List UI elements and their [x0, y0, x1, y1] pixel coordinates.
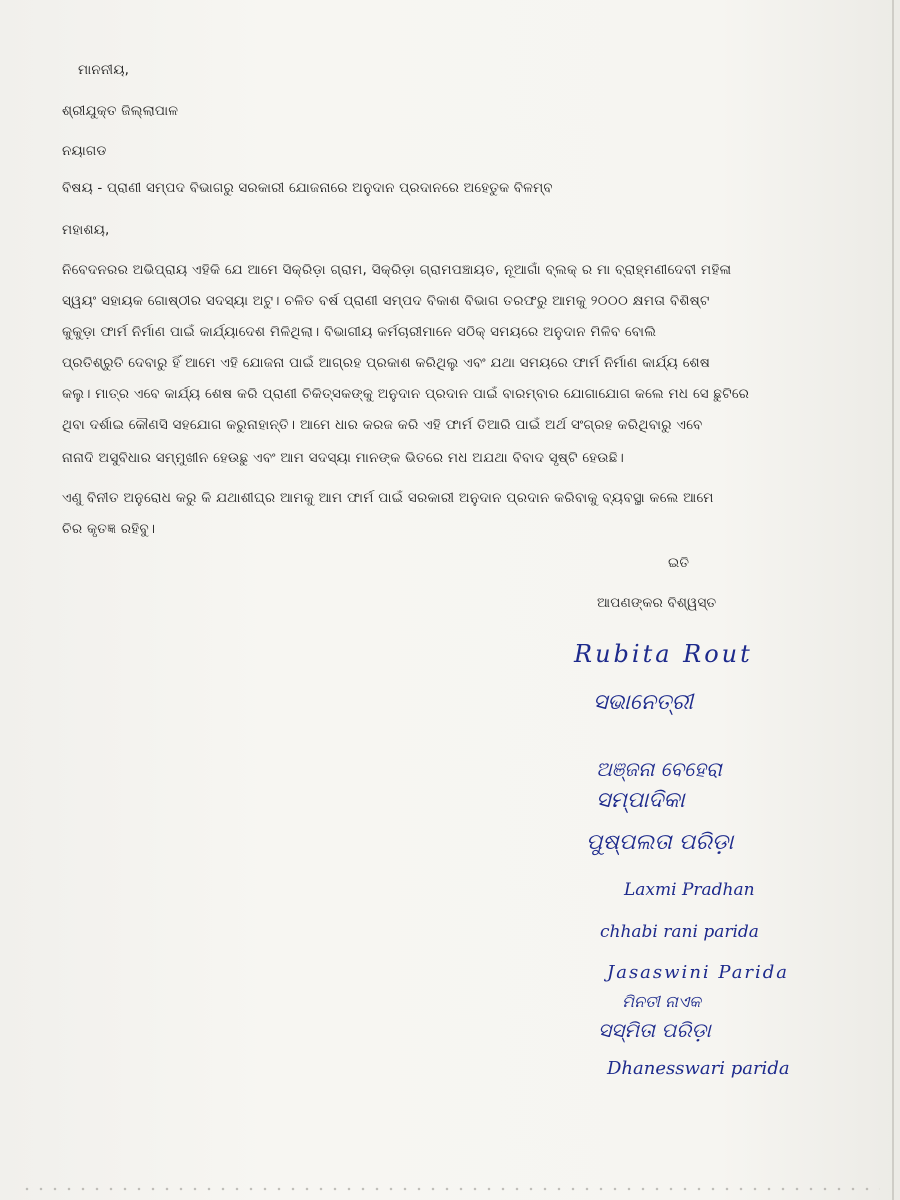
paragraph-line: ସ୍ୱୟଂ ସହାୟକ ଗୋଷ୍ଠୀର ସଦସ୍ୟା ଅଟୁ। ଚଳିତ ବର୍ଷ ପ୍ରାଣୀ ସମ୍ପଦ ବିକାଶ ବିଭାଗ ତରଫରୁ ଆମକୁ ୨୦୦୦ କ୍ଷମତା ବିଶିଷ୍ଟ [62, 293, 710, 309]
closing-yours-faithfully: ଆପଣଙ୍କର ବିଶ୍ୱସ୍ତ [597, 595, 717, 611]
paragraph-line: କୁକୁଡ଼ା ଫାର୍ମ ନିର୍ମାଣ ପାଇଁ କାର୍ଯ୍ୟାଦେଶ ମିଳିଥିଲା। ବିଭାଗୀୟ କର୍ମଚାରୀମାନେ ସଠିକ୍ ସମୟରେ ଅନୁଦାନ ମିଳିବ ବୋଲି [62, 324, 657, 340]
paragraph-line: ଥିବା ଦର୍ଶାଇ କୌଣସି ସହଯୋଗ କରୁନାହାନ୍ତି। ଆମେ ଧାର କରଜ କରି ଏହି ଫାର୍ମ ତିଆରି ପାଇଁ ଅର୍ଥ ସଂଗ୍ରହ କରିଥିବାରୁ ଏବେ [62, 417, 703, 433]
signature: ସମ୍ପାଦିକା [596, 788, 685, 813]
signature: Rubita Rout [574, 640, 753, 668]
addressee: ଶ୍ରୀଯୁକ୍ତ ଜିଲ୍ଲାପାଳ [62, 103, 179, 119]
signature: Jasaswini Parida [607, 962, 790, 983]
paragraph-line: ନାନାଦି ଅସୁବିଧାର ସମ୍ମୁଖୀନ ହେଉଛୁ ଏବଂ ଆମ ସଦସ୍ୟା ମାନଙ୍କ ଭିତରେ ମଧ ଅଯଥା ବିବାଦ ସୃଷ୍ଟି ହେଉଛି। [62, 450, 625, 466]
paper-edge [892, 0, 894, 1200]
salutation: ମାନନୀୟ, [78, 62, 130, 78]
perforation-dots [20, 1186, 880, 1192]
paragraph-line: ନିବେଦନରର ଅଭିପ୍ରାୟ ଏହିକି ଯେ ଆମେ ସିକ୍ରିଡ଼ା ଗ୍ରାମ, ସିକ୍ରିଡ଼ା ଗ୍ରାମପଞ୍ଚାୟତ, ନୂଆଗାଁ ବ୍ଲକ୍ ର ମା ବ୍ରାହ୍ମଣୀଦେବୀ ମହିଳା [62, 262, 732, 278]
paragraph-line: ଚିର କୃତଜ୍ଞ ରହିବୁ। [62, 521, 156, 537]
greeting: ମହାଶୟ, [62, 222, 110, 238]
paragraph-line: କଲୁ। ମାତ୍ର ଏବେ କାର୍ଯ୍ୟ ଶେଷ କରି ପ୍ରାଣୀ ଚିକିତ୍ସକଙ୍କୁ ଅନୁଦାନ ପ୍ରଦାନ ପାଇଁ ବାରମ୍ବାର ଯୋଗାଯୋଗ କଲେ ମଧ ସେ ଛୁଟିରେ [62, 386, 750, 402]
signature: ମିନତୀ ନାଏକ [622, 992, 701, 1011]
place: ନୟାଗଡ [62, 143, 107, 159]
subject-line: ବିଷୟ - ପ୍ରାଣୀ ସମ୍ପଦ ବିଭାଗରୁ ସରକାରୀ ଯୋଜନାରେ ଅନୁଦାନ ପ୍ରଦାନରେ ଅହେତୁକ ବିଳମ୍ବ [62, 180, 553, 196]
paragraph-line: ଏଣୁ ବିନୀତ ଅନୁରୋଧ କରୁ କି ଯଥାଶୀଘ୍ର ଆମକୁ ଆମ ଫାର୍ମ ପାଇଁ ସରକାରୀ ଅନୁଦାନ ପ୍ରଦାନ କରିବାକୁ ବ୍ୟବସ୍ଥା କଲେ ଆମେ [62, 490, 714, 506]
signature: ଅଞ୍ଜନା ବେହେରା [596, 757, 722, 781]
paragraph-line: ପ୍ରତିଶ୍ରୁତି ଦେବାରୁ ହିଁ ଆମେ ଏହି ଯୋଜନା ପାଇଁ ଆଗ୍ରହ ପ୍ରକାଶ କରିଥିଲୁ ଏବଂ ଯଥା ସମୟରେ ଫାର୍ମ ନିର୍ମାଣ କାର୍ଯ୍ୟ ଶେଷ [62, 355, 711, 371]
signature: Laxmi Pradhan [624, 880, 755, 900]
signature: chhabi rani parida [600, 922, 759, 942]
signature: Dhanesswari parida [607, 1058, 790, 1079]
closing-iti: ଇତି [668, 555, 690, 571]
signature: ପୁଷ୍ପଲତା ପରିଡ଼ା [586, 830, 734, 855]
signature: ସଭାନେତ୍ରୀ [593, 690, 694, 715]
signature: ସସ୍ମିତା ପରିଡ଼ା [598, 1018, 711, 1042]
